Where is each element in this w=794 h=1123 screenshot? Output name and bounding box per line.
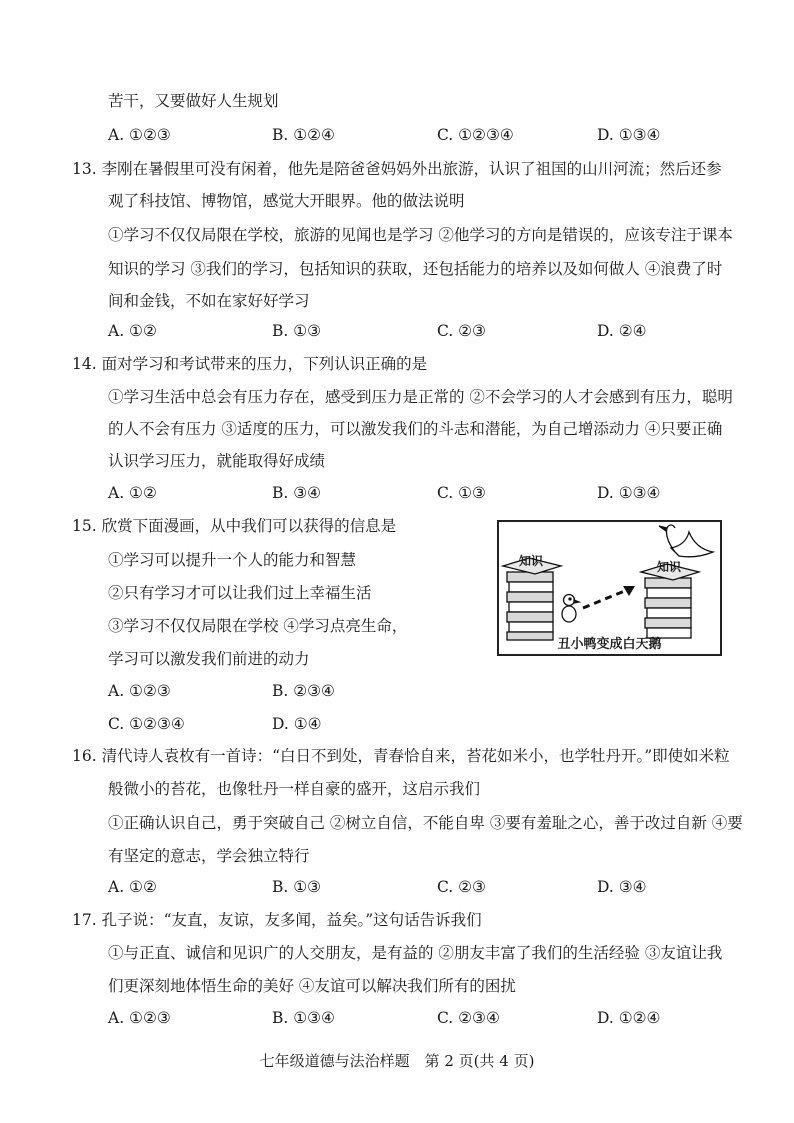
q16-stem-line2: 般微小的苔花，也像牡丹一样自豪的盛开，这启示我们: [108, 780, 481, 798]
q17-statement-line2: 们更深刻地体悟生命的美好 ④友谊可以解决我们所有的困扰: [108, 977, 516, 995]
q15-option-a: A. ①②③: [108, 682, 171, 700]
q16-option-b: B. ①③: [272, 878, 322, 896]
q16-statement-line1: ①正确认识自己，勇于突破自己 ②树立自信，不能自卑 ③要有羞耻之心，善于改过自新 ④要: [108, 814, 743, 832]
q13-option-a: A. ①②: [108, 322, 157, 340]
q13-statement-line3: 间和金钱，不如在家好好学习: [108, 292, 310, 310]
q15-stem: 15. 欣赏下面漫画，从中我们可以获得的信息是: [72, 517, 397, 535]
q14-statement-line1: ①学习生活中总会有压力存在，感受到压力是正常的 ②不会学习的人才会感到有压力，聪明: [108, 388, 733, 406]
page-footer: 七年级道德与法治样题 第 2 页(共 4 页): [259, 1052, 535, 1070]
q12-option-c: C. ①②③④: [437, 126, 514, 144]
q14-option-b: B. ③④: [272, 484, 322, 502]
left-stack-label: 知识: [519, 554, 544, 568]
q17-stem: 17. 孔子说：“友直，友谅，友多闻，益矣。”这句话告诉我们: [72, 911, 482, 929]
q15-cartoon: [497, 520, 722, 656]
q15-option-c: C. ①②③④: [108, 715, 185, 733]
q15-statement-line4: 学习可以激发我们前进的动力: [108, 650, 310, 668]
q14-option-c: C. ①③: [437, 484, 486, 502]
q12-option-b: B. ①②④: [272, 126, 335, 144]
q13-statement-line1: ①学习不仅仅局限在学校，旅游的见闻也是学习 ②他学习的方向是错误的，应该专注于课本: [108, 226, 733, 244]
right-stack-label: 知识: [657, 560, 682, 574]
q14-stem: 14. 面对学习和考试带来的压力，下列认识正确的是: [72, 355, 428, 373]
q12-option-d: D. ①③④: [597, 126, 661, 144]
q13-option-c: C. ②③: [437, 322, 486, 340]
q16-option-c: C. ②③: [437, 878, 486, 896]
q17-statement-line1: ①与正直、诚信和见识广的人交朋友，是有益的 ②朋友丰富了我们的生活经验 ③友谊让我: [108, 944, 723, 962]
left-book-stack: [503, 558, 561, 640]
q15-statement-line2: ②只有学习才可以让我们过上幸福生活: [108, 584, 372, 602]
q15-statement-line3: ③学习不仅仅局限在学校 ④学习点亮生命，: [108, 617, 408, 635]
q14-option-d: D. ①③④: [597, 484, 661, 502]
q13-stem-line1: 13. 李刚在暑假里可没有闲着，他先是陪爸爸妈妈外出旅游，认识了祖国的山川河流；然后还参: [72, 160, 722, 178]
q17-option-b: B. ①③④: [272, 1009, 335, 1027]
q17-option-d: D. ①②④: [597, 1009, 661, 1027]
q17-option-c: C. ②③④: [437, 1009, 500, 1027]
q12-continuation: 苦干，又要做好人生规划: [108, 92, 279, 110]
q16-option-d: D. ③④: [597, 878, 647, 896]
q14-statement-line3: 认识学习压力，就能取得好成绩: [108, 452, 326, 470]
q17-option-a: A. ①②③: [108, 1009, 171, 1027]
q16-statement-line2: 有坚定的意志，学会独立特行: [108, 847, 310, 865]
q14-statement-line2: 的人不会有压力 ③适度的压力，可以激发我们的斗志和潜能，为自己增添动力 ④只要正确: [108, 420, 723, 438]
cartoon-caption: 丑小鸭变成白天鹅: [557, 637, 662, 652]
q15-statement-line1: ①学习可以提升一个人的能力和智慧: [108, 551, 357, 569]
swan-figure: [659, 525, 713, 557]
q14-option-a: A. ①②: [108, 484, 157, 502]
q15-option-b: B. ②③④: [272, 682, 335, 700]
q15-option-d: D. ①④: [272, 715, 322, 733]
q13-stem-line2: 观了科技馆、博物馆，感觉大开眼界。他的做法说明: [108, 192, 465, 210]
q16-stem-line1: 16. 清代诗人袁枚有一首诗：“白日不到处，青春恰自来，苔花如米小，也学牡丹开。”即使如米粒: [72, 747, 730, 765]
q13-option-b: B. ①③: [272, 322, 322, 340]
q13-statement-line2: 知识的学习 ③我们的学习，包括知识的获取，还包括能力的培养以及如何做人 ④浪费了时: [108, 260, 723, 278]
duckling-figure: [562, 595, 579, 623]
transformation-arrow: [583, 586, 635, 608]
q12-option-a: A. ①②③: [108, 126, 171, 144]
q13-option-d: D. ②④: [597, 322, 647, 340]
right-book-stack: [641, 564, 699, 638]
q16-option-a: A. ①②: [108, 878, 157, 896]
